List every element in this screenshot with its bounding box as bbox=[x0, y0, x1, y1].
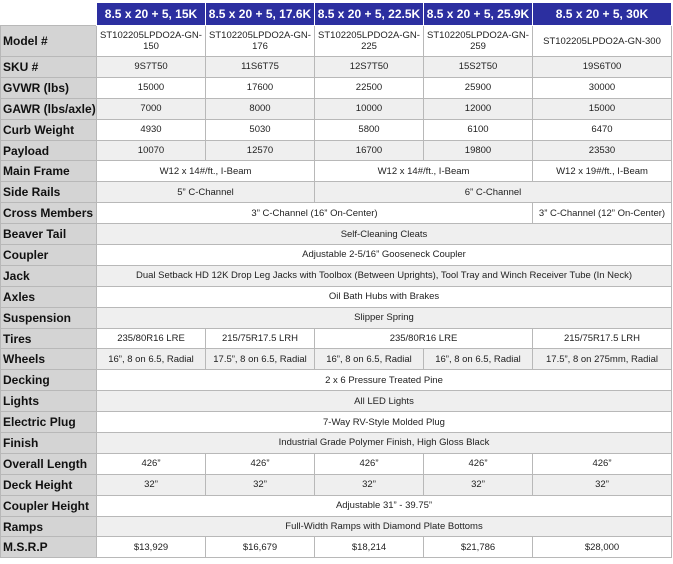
ramps-cell: Full-Width Ramps with Diamond Plate Bottoms bbox=[97, 516, 672, 537]
curb-weight-cell: 4930 bbox=[97, 119, 206, 140]
wheels-cell: 17.5”, 8 on 275mm, Radial bbox=[533, 349, 672, 370]
overall-length-cell: 426” bbox=[206, 453, 315, 474]
row-model bbox=[1, 26, 672, 57]
side-rails-cell: 6” C-Channel bbox=[315, 182, 672, 203]
gawr-cell: 7000 bbox=[97, 98, 206, 119]
main-frame-cell: W12 x 14#/ft., I-Beam bbox=[97, 161, 315, 182]
row-side-rails bbox=[1, 182, 672, 203]
row-jack bbox=[1, 265, 672, 286]
row-label: Payload bbox=[1, 140, 97, 161]
curb-weight-cell: 5800 bbox=[315, 119, 424, 140]
finish-cell: Industrial Grade Polymer Finish, High Gloss Black bbox=[97, 433, 672, 454]
col-header-17-6k: 8.5 x 20 + 5, 17.6K bbox=[206, 3, 315, 26]
curb-weight-cell: 6100 bbox=[424, 119, 533, 140]
row-decking bbox=[1, 370, 672, 391]
sku-cell: 19S6T00 bbox=[533, 57, 672, 78]
gvwr-cell: 25900 bbox=[424, 77, 533, 98]
row-gawr bbox=[1, 98, 672, 119]
coupler-height-cell: Adjustable 31” - 39.75” bbox=[97, 495, 672, 516]
wheels-cell: 16”, 8 on 6.5, Radial bbox=[315, 349, 424, 370]
msrp-cell: $16,679 bbox=[206, 537, 315, 558]
model-cell: ST102205LPDO2A-GN-150 bbox=[97, 26, 206, 57]
row-coupler-height bbox=[1, 495, 672, 516]
row-label: Decking bbox=[1, 370, 97, 391]
row-gvwr bbox=[1, 77, 672, 98]
msrp-cell: $13,929 bbox=[97, 537, 206, 558]
spec-table bbox=[0, 2, 672, 558]
row-label: Finish bbox=[1, 433, 97, 454]
deck-height-cell: 32” bbox=[424, 474, 533, 495]
col-header-30k: 8.5 x 20 + 5, 30K bbox=[533, 3, 672, 26]
row-label: Main Frame bbox=[1, 161, 97, 182]
gawr-cell: 10000 bbox=[315, 98, 424, 119]
gvwr-cell: 22500 bbox=[315, 77, 424, 98]
row-label: M.S.R.P bbox=[1, 537, 97, 558]
beaver-tail-cell: Self-Cleaning Cleats bbox=[97, 224, 672, 245]
row-label: Side Rails bbox=[1, 182, 97, 203]
row-label: Wheels bbox=[1, 349, 97, 370]
row-label: Suspension bbox=[1, 307, 97, 328]
row-label: Overall Length bbox=[1, 453, 97, 474]
overall-length-cell: 426” bbox=[315, 453, 424, 474]
model-cell: ST102205LPDO2A-GN-259 bbox=[424, 26, 533, 57]
row-label: SKU # bbox=[1, 57, 97, 78]
row-deck-height bbox=[1, 474, 672, 495]
lights-cell: All LED Lights bbox=[97, 391, 672, 412]
col-header-15k: 8.5 x 20 + 5, 15K bbox=[97, 3, 206, 26]
axles-cell: Oil Bath Hubs with Brakes bbox=[97, 286, 672, 307]
deck-height-cell: 32” bbox=[533, 474, 672, 495]
row-label: Model # bbox=[1, 26, 97, 57]
row-axles bbox=[1, 286, 672, 307]
row-beaver-tail bbox=[1, 224, 672, 245]
gvwr-cell: 30000 bbox=[533, 77, 672, 98]
msrp-cell: $18,214 bbox=[315, 537, 424, 558]
payload-cell: 16700 bbox=[315, 140, 424, 161]
col-header-25-9k: 8.5 x 20 + 5, 25.9K bbox=[424, 3, 533, 26]
payload-cell: 12570 bbox=[206, 140, 315, 161]
header-row bbox=[1, 3, 672, 26]
col-header-22-5k: 8.5 x 20 + 5, 22.5K bbox=[315, 3, 424, 26]
gvwr-cell: 15000 bbox=[97, 77, 206, 98]
row-msrp bbox=[1, 537, 672, 558]
payload-cell: 10070 bbox=[97, 140, 206, 161]
sku-cell: 15S2T50 bbox=[424, 57, 533, 78]
row-label: Cross Members bbox=[1, 203, 97, 224]
wheels-cell: 17.5”, 8 on 6.5, Radial bbox=[206, 349, 315, 370]
row-curb-weight bbox=[1, 119, 672, 140]
row-label: Ramps bbox=[1, 516, 97, 537]
row-cross-members bbox=[1, 203, 672, 224]
row-label: Electric Plug bbox=[1, 412, 97, 433]
gawr-cell: 15000 bbox=[533, 98, 672, 119]
row-finish bbox=[1, 433, 672, 454]
row-label: Curb Weight bbox=[1, 119, 97, 140]
row-label: Coupler bbox=[1, 245, 97, 266]
tires-cell: 215/75R17.5 LRH bbox=[206, 328, 315, 349]
overall-length-cell: 426” bbox=[533, 453, 672, 474]
row-label: Tires bbox=[1, 328, 97, 349]
jack-cell: Dual Setback HD 12K Drop Leg Jacks with Toolbox (Between Uprights), Tool Tray and Winch Receiver Tube (In Neck) bbox=[97, 265, 672, 286]
gawr-cell: 8000 bbox=[206, 98, 315, 119]
gawr-cell: 12000 bbox=[424, 98, 533, 119]
deck-height-cell: 32” bbox=[206, 474, 315, 495]
cross-members-cell: 3” C-Channel (12” On-Center) bbox=[533, 203, 672, 224]
row-ramps bbox=[1, 516, 672, 537]
sku-cell: 9S7T50 bbox=[97, 57, 206, 78]
row-payload bbox=[1, 140, 672, 161]
row-lights bbox=[1, 391, 672, 412]
overall-length-cell: 426” bbox=[97, 453, 206, 474]
row-tires bbox=[1, 328, 672, 349]
row-suspension bbox=[1, 307, 672, 328]
sku-cell: 12S7T50 bbox=[315, 57, 424, 78]
model-cell: ST102205LPDO2A-GN-176 bbox=[206, 26, 315, 57]
cross-members-cell: 3” C-Channel (16” On-Center) bbox=[97, 203, 533, 224]
side-rails-cell: 5” C-Channel bbox=[97, 182, 315, 203]
row-electric-plug bbox=[1, 412, 672, 433]
row-label: Axles bbox=[1, 286, 97, 307]
sku-cell: 11S6T75 bbox=[206, 57, 315, 78]
gvwr-cell: 17600 bbox=[206, 77, 315, 98]
deck-height-cell: 32” bbox=[315, 474, 424, 495]
wheels-cell: 16”, 8 on 6.5, Radial bbox=[97, 349, 206, 370]
tires-cell: 215/75R17.5 LRH bbox=[533, 328, 672, 349]
curb-weight-cell: 5030 bbox=[206, 119, 315, 140]
row-label: Deck Height bbox=[1, 474, 97, 495]
msrp-cell: $21,786 bbox=[424, 537, 533, 558]
overall-length-cell: 426” bbox=[424, 453, 533, 474]
coupler-cell: Adjustable 2-5/16” Gooseneck Coupler bbox=[97, 245, 672, 266]
row-label: Beaver Tail bbox=[1, 224, 97, 245]
row-label: GVWR (lbs) bbox=[1, 77, 97, 98]
model-cell: ST102205LPDO2A-GN-300 bbox=[533, 26, 672, 57]
row-coupler bbox=[1, 245, 672, 266]
payload-cell: 23530 bbox=[533, 140, 672, 161]
main-frame-cell: W12 x 14#/ft., I-Beam bbox=[315, 161, 533, 182]
row-wheels bbox=[1, 349, 672, 370]
electric-plug-cell: 7-Way RV-Style Molded Plug bbox=[97, 412, 672, 433]
deck-height-cell: 32” bbox=[97, 474, 206, 495]
row-label: Coupler Height bbox=[1, 495, 97, 516]
row-label: Lights bbox=[1, 391, 97, 412]
main-frame-cell: W12 x 19#/ft., I-Beam bbox=[533, 161, 672, 182]
row-label: Jack bbox=[1, 265, 97, 286]
tires-cell: 235/80R16 LRE bbox=[97, 328, 206, 349]
row-label: GAWR (lbs/axle) bbox=[1, 98, 97, 119]
row-main-frame bbox=[1, 161, 672, 182]
msrp-cell: $28,000 bbox=[533, 537, 672, 558]
suspension-cell: Slipper Spring bbox=[97, 307, 672, 328]
curb-weight-cell: 6470 bbox=[533, 119, 672, 140]
row-overall-length bbox=[1, 453, 672, 474]
tires-cell: 235/80R16 LRE bbox=[315, 328, 533, 349]
payload-cell: 19800 bbox=[424, 140, 533, 161]
model-cell: ST102205LPDO2A-GN-225 bbox=[315, 26, 424, 57]
decking-cell: 2 x 6 Pressure Treated Pine bbox=[97, 370, 672, 391]
wheels-cell: 16”, 8 on 6.5, Radial bbox=[424, 349, 533, 370]
corner-cell bbox=[1, 3, 97, 26]
row-sku bbox=[1, 57, 672, 78]
